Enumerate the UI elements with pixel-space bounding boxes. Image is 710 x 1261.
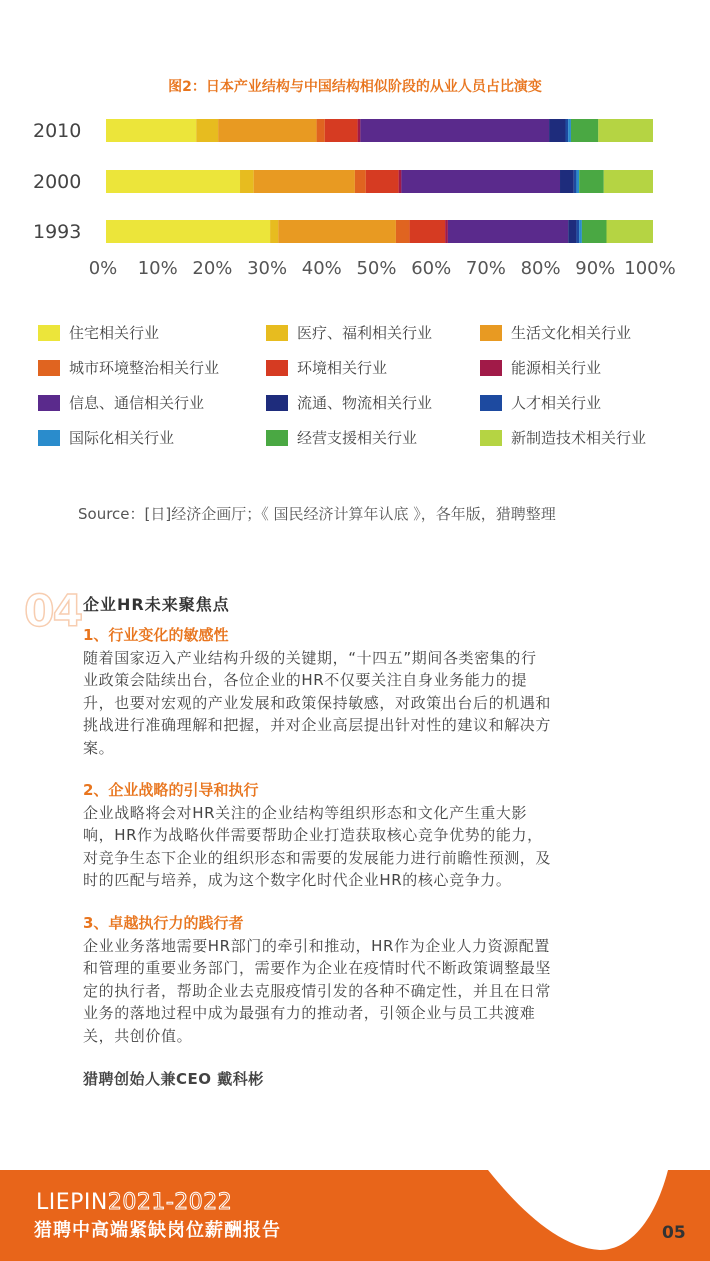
bar-segment	[582, 220, 607, 243]
legend-item	[480, 392, 601, 413]
legend-label: 流通、物流相关行业	[297, 394, 433, 412]
paragraph-line: 案。	[83, 738, 115, 757]
paragraph-line: 时的匹配与培养，成为这个数字化时代企业HR的核心竞争力。	[83, 871, 512, 890]
source-note: Source：[日]经济企画厅；《 国民经济计算年认底 》，各年版，猎聘整理	[78, 505, 556, 523]
stacked-bar-chart	[0, 100, 710, 285]
bar-segment	[574, 170, 577, 193]
paragraph-line: 业务的落地过程中成为最强有力的推动者，引领企业与员工共渡难	[83, 1004, 536, 1023]
legend-label: 能源相关行业	[511, 359, 602, 377]
x-tick-label: 100%	[624, 258, 676, 279]
paragraph-line: 对竞争生态下企业的组织形态和需要的发展能力进行前瞻性预测，及	[83, 848, 552, 867]
page-number: 05	[662, 1223, 686, 1243]
bar-segment	[448, 220, 568, 243]
legend-swatch	[266, 430, 288, 446]
legend-swatch	[480, 325, 502, 341]
bar-segment	[218, 119, 316, 142]
focus-item-3	[83, 912, 643, 1047]
legend-swatch	[38, 430, 60, 446]
bar-segment	[576, 220, 579, 243]
focus-item-2	[83, 779, 643, 892]
bar-segment	[549, 119, 565, 142]
bar-segment	[106, 220, 270, 243]
legend-swatch	[38, 325, 60, 341]
bar-segment	[325, 119, 358, 142]
signature: 猎聘创始人兼CEO 戴科彬	[83, 1070, 264, 1088]
bar-segment	[396, 220, 410, 243]
x-tick-label: 50%	[356, 258, 397, 279]
bar-segment	[240, 170, 254, 193]
legend-label: 生活文化相关行业	[511, 324, 632, 342]
bar-segment	[568, 220, 576, 243]
bar-segment	[358, 119, 361, 142]
bar-segment	[576, 170, 579, 193]
bar-segment	[579, 220, 582, 243]
focus-item-heading: 1、行业变化的敏感性	[83, 626, 229, 644]
bar-segment	[270, 220, 278, 243]
bar-segment	[560, 170, 574, 193]
paragraph-line: 业政策会陆续出台，各位企业的HR不仅要关注自身业务能力的提	[83, 671, 528, 690]
legend-item	[266, 392, 432, 413]
bar-segment	[399, 170, 402, 193]
focus-item-heading: 3、卓越执行力的践行者	[83, 914, 244, 932]
legend-swatch	[480, 395, 502, 411]
legend-item	[38, 392, 204, 413]
brand-years: 2021-2022	[107, 1190, 233, 1215]
x-tick-label: 80%	[520, 258, 561, 279]
legend-item	[480, 322, 631, 343]
legend-label: 人才相关行业	[511, 394, 602, 412]
section-title: 企业HR未来聚焦点	[83, 595, 230, 614]
report-title: 猎聘中高端紧缺岗位薪酬报告	[34, 1220, 281, 1241]
paragraph-line: 企业业务落地需要HR部门的牵引和推动，HR作为企业人力资源配置	[83, 937, 551, 955]
legend-item	[38, 322, 159, 343]
legend-swatch	[266, 395, 288, 411]
bar-segment	[571, 119, 598, 142]
bar-segment	[568, 119, 571, 142]
section-number: 04	[24, 586, 82, 637]
paragraph-line: 企业战略将会对HR关注的企业结构等组织形态和文化产生重大影	[83, 804, 528, 822]
bar-segment	[196, 119, 218, 142]
bar-segment	[360, 119, 549, 142]
bar-segment	[604, 170, 653, 193]
legend-item	[266, 427, 417, 448]
paragraph-line: 响，HR作为战略伙伴需要帮助企业打造获取核心竞争优势的能力，	[83, 826, 543, 845]
paragraph-line: 升，也要对宏观的产业发展和政策保持敏感，对政策出台后的机遇和	[83, 693, 552, 712]
bar-segment	[598, 119, 653, 142]
legend-swatch	[266, 325, 288, 341]
paragraph-line: 随着国家迈入产业结构升级的关键期，“十四五”期间各类密集的行	[83, 649, 537, 667]
bar-segment	[401, 170, 560, 193]
bar-segment	[106, 119, 196, 142]
paragraph-line: 挑战进行准确理解和把握，并对企业高层提出针对性的建议和解决方	[83, 716, 552, 735]
bar-segment	[366, 170, 399, 193]
legend-swatch	[266, 360, 288, 376]
x-tick-label: 40%	[301, 258, 342, 279]
legend-label: 经营支援相关行业	[297, 429, 418, 447]
bar-segment	[565, 119, 568, 142]
legend-item	[480, 357, 601, 378]
legend-label: 住宅相关行业	[69, 324, 160, 342]
bar-segment	[355, 170, 366, 193]
legend-label: 医疗、福利相关行业	[297, 324, 433, 342]
legend-swatch	[38, 395, 60, 411]
focus-item-1	[83, 624, 643, 759]
bar-segment	[106, 170, 240, 193]
category-label: 2000	[33, 171, 82, 193]
legend-swatch	[38, 360, 60, 376]
legend-label: 环境相关行业	[297, 359, 388, 377]
x-tick-label: 10%	[137, 258, 178, 279]
legend-swatch	[480, 360, 502, 376]
x-tick-label: 30%	[247, 258, 288, 279]
paragraph-line: 定的执行者，帮助企业去克服疫情引发的各种不确定性，并且在日常	[83, 981, 552, 1000]
legend-label: 城市环境整治相关行业	[69, 359, 220, 377]
bar-segment	[254, 170, 355, 193]
paragraph-line: 和管理的重要业务部门，需要作为企业在疫情时代不断政策调整最坚	[83, 959, 552, 978]
footer-brand	[36, 1190, 232, 1215]
focus-item-heading: 2、企业战略的引导和执行	[83, 781, 259, 799]
paragraph-line: 关，共创价值。	[83, 1026, 193, 1045]
chart-title: 图2：日本产业结构与中国结构相似阶段的从业人员占比演变	[168, 79, 542, 95]
bar-segment	[579, 170, 604, 193]
x-tick-label: 20%	[192, 258, 233, 279]
category-label: 1993	[33, 221, 82, 243]
legend-item	[266, 357, 387, 378]
legend-swatch	[480, 430, 502, 446]
bar-segment	[317, 119, 325, 142]
legend-item	[38, 357, 219, 378]
brand-name: LIEPIN	[36, 1190, 108, 1215]
legend-item	[38, 427, 174, 448]
legend-label: 信息、通信相关行业	[69, 394, 205, 412]
legend-label: 新制造技术相关行业	[511, 429, 647, 447]
bar-segment	[410, 220, 446, 243]
legend-item	[480, 427, 646, 448]
x-tick-label: 60%	[411, 258, 452, 279]
bar-segment	[278, 220, 396, 243]
category-label: 2010	[33, 120, 82, 142]
x-tick-label: 70%	[465, 258, 506, 279]
legend-item	[266, 322, 432, 343]
bar-segment	[607, 220, 653, 243]
x-tick-label: 0%	[88, 258, 118, 279]
bar-segment	[445, 220, 448, 243]
legend-label: 国际化相关行业	[69, 429, 175, 447]
x-tick-label: 90%	[575, 258, 616, 279]
